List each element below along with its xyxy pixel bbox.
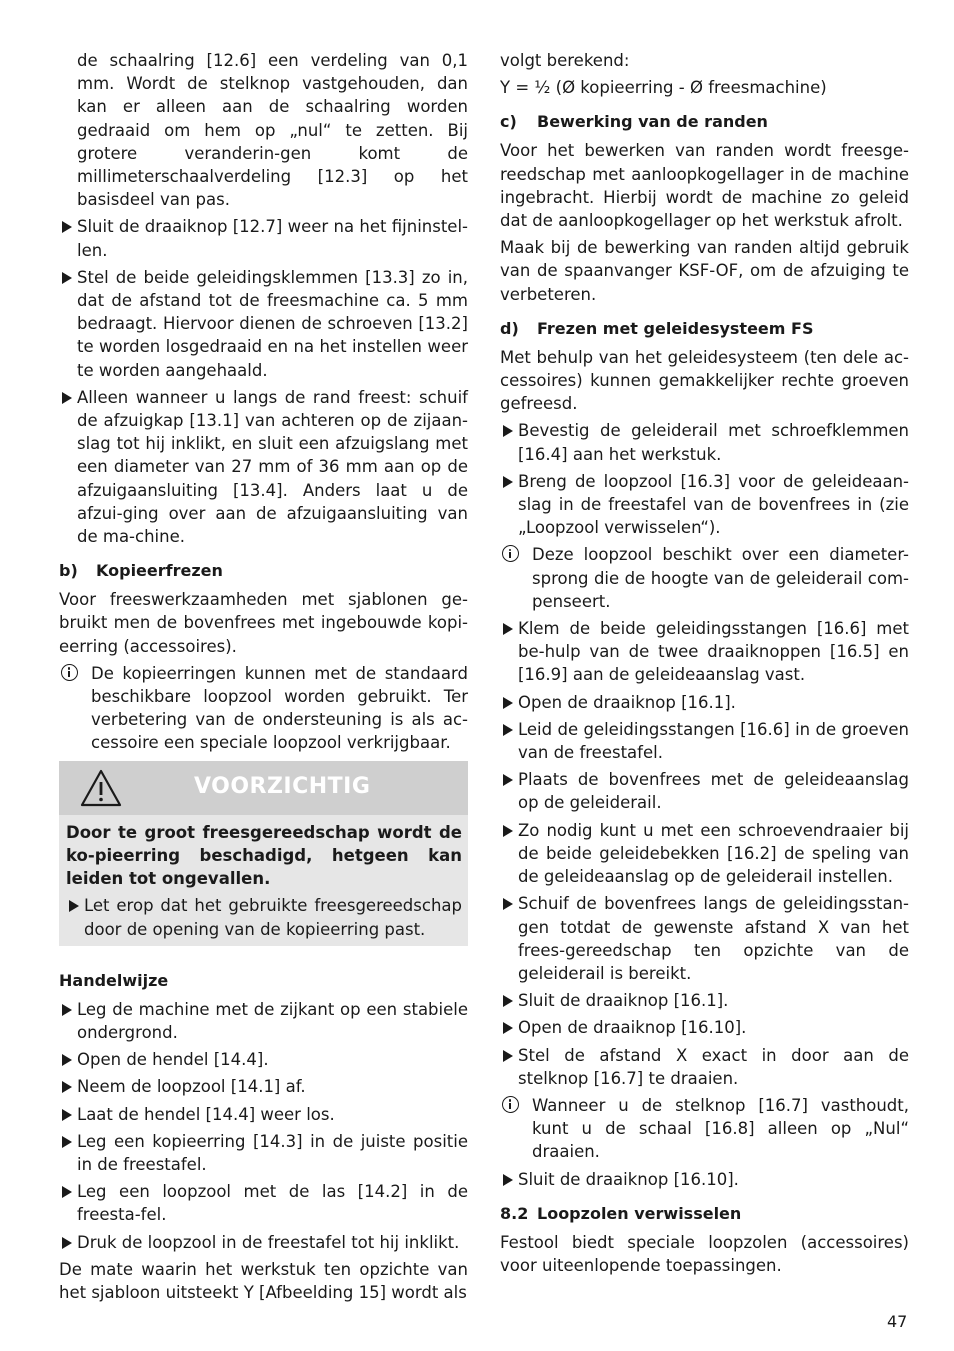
section-title: Loopzolen verwisselen <box>537 1203 742 1223</box>
section-number: b) <box>59 561 78 581</box>
info-text: Deze loopzool beschikt over een diameter-sprong die de hoogte van de geleiderail com-penseert. <box>532 545 909 611</box>
list-item: Sluit de draaiknop [12.7] weer na het fijninstel-len. <box>59 215 468 261</box>
list-item: Stel de afstand X exact in door aan de stelknop [16.7] te draaien. <box>500 1044 909 1090</box>
paragraph: Met behulp van het geleidesysteem (ten dele ac-cessoires) kunnen gemakkelijker rechte groeven gefreesd. <box>500 347 909 414</box>
list-item: Leid de geleidingsstangen [16.6] in de groeven van de freestafel. <box>500 718 909 764</box>
warning-body <box>59 815 468 941</box>
info-text: De kopieerringen kunnen met de standaard beschikbare loopzool worden gebruikt. Ter verbetering van de ondersteuning is als ac-cessoire een speciale loopzool verkrijgbaar. <box>91 663 468 753</box>
list-item: Open de draaiknop [16.10]. <box>500 1016 909 1039</box>
list-item: Schuif de bovenfrees langs de geleidingsstan-gen totdat de gewenste afstand X van het frees-gereedschap ten opzichte van de geleiderail is bereikt. <box>500 892 909 985</box>
list-item: Leg de machine met de zijkant op een stabiele ondergrond. <box>59 998 468 1044</box>
list-item: Druk de loopzool in de freestafel tot hij inklikt. <box>59 1231 468 1254</box>
paragraph: Voor het bewerken van randen wordt freesge-reedschap met aanloopkogellager in de machine ingebracht. Hierbij wordt de machine zo geleid dat de aanloopkogellager op het werkstuk afrolt. <box>500 141 909 231</box>
subheading-handelwijze: Handelwijze <box>59 970 169 990</box>
list-item: Zo nodig kunt u met een schroevendraaier bij de beide geleidebekken [16.2] de speling van de geleideaanslag op de geleiderail instellen. <box>500 819 909 889</box>
list-item: Sluit de draaiknop [16.1]. <box>500 989 909 1012</box>
list-item: Plaats de bovenfrees met de geleideaanslag op de geleiderail. <box>500 768 909 814</box>
list-item: Sluit de draaiknop [16.10]. <box>500 1168 909 1191</box>
warning-text: Door te groot freesgereedschap wordt de ko-pieerring beschadigd, hetgeen kan leiden tot ongevallen. <box>66 822 462 889</box>
section-number: 8.2 <box>500 1203 529 1223</box>
paragraph: Voor freeswerkzaamheden met sjablonen ge-bruikt men de bovenfrees met ingebouwde kopi-eerring (accessoires). <box>59 590 468 656</box>
list-item: Neem de loopzool [14.1] af. <box>59 1075 468 1098</box>
paragraph: Festool biedt speciale loopzolen (accessoires) voor uiteenlopende toepassingen. <box>500 1232 909 1275</box>
section-number: c) <box>500 112 517 132</box>
warning-box <box>59 761 468 946</box>
section-number: d) <box>500 318 519 338</box>
list-item: Alleen wanneer u langs de rand freest: schuif de afzuigkap [13.1] van achteren op de zijaan-slag tot hij inklikt, en sluit een afzuigslang met een diameter van 27 mm of 36 mm aan op de afzuigaansluiting [13.4]. Anders laat u de afzui-ging over aan de afzuigaansluiting van de ma-chine. <box>59 386 468 548</box>
info-icon <box>502 545 519 562</box>
continued-paragraph: de schaalring [12.6] een verdeling van 0,1 mm. Wordt de stelknop vastgehouden, dan kan er alleen aan de schaalring worden gedraaid om hem op „nul“ te zetten. Bij grotere veranderin-gen komt de millimeterschaalverdeling [12.3] op het basisdeel van pas. <box>77 51 468 210</box>
formula: Y = ½ (Ø kopieerring - Ø freesmachine) <box>500 78 827 98</box>
info-note <box>500 543 909 613</box>
info-text: Wanneer u de stelknop [16.7] vasthoudt, kunt u de schaal [16.8] alleen op „Nul“ draaien. <box>532 1095 909 1162</box>
right-column <box>500 49 909 1281</box>
warning-title: VOORZICHTIG <box>194 773 371 799</box>
left-column <box>59 49 468 1308</box>
info-icon <box>502 1096 519 1113</box>
section-heading-8-2 <box>500 1203 909 1225</box>
list-item: Breng de loopzool [16.3] voor de geleideaan-slag in de freestafel van de bovenfrees in (zie „Loopzool verwisselen“). <box>500 470 909 540</box>
section-heading-d <box>500 318 909 340</box>
section-heading-b <box>59 560 468 582</box>
paragraph: Maak bij de bewerking van randen altijd gebruik van de spaanvanger KSF-OF, om de afzuiging te verbeteren. <box>500 238 909 304</box>
list-item: Klem de beide geleidingsstangen [16.6] met be-hulp van de twee draaiknoppen [16.5] en [16.9] aan de geleideaanslag vast. <box>500 617 909 687</box>
info-note <box>59 662 468 755</box>
page-number: 47 <box>887 1312 908 1331</box>
info-note <box>500 1094 909 1164</box>
list-item: Leg een kopieerring [14.3] in de juiste positie in de freestafel. <box>59 1130 468 1176</box>
list-item: Open de hendel [14.4]. <box>59 1048 468 1071</box>
warning-header <box>59 761 468 815</box>
warning-list-item: Let erop dat het gebruikte freesgereedschap door de opening van de kopieerring past. <box>66 894 462 940</box>
paragraph: De mate waarin het werkstuk ten opzichte van het sjabloon uitsteekt Y [Afbeelding 15] wordt als <box>59 1259 468 1302</box>
section-title: Kopieerfrezen <box>96 561 223 581</box>
list-item: Stel de beide geleidingsklemmen [13.3] zo in, dat de afstand tot de freesmachine ca. 5 mm bedraagt. Hiervoor dienen de schroeven [13.2] te worden losgedraaid en na het instellen weer te worden aangehaald. <box>59 266 468 382</box>
section-heading-c <box>500 111 909 133</box>
info-icon <box>61 664 78 681</box>
list-item: Open de draaiknop [16.1]. <box>500 691 909 714</box>
list-item: Laat de hendel [14.4] weer los. <box>59 1103 468 1126</box>
continued-line: volgt berekend: <box>500 51 630 70</box>
list-item: Leg een loopzool met de las [14.2] in de freesta-fel. <box>59 1180 468 1226</box>
section-title: Frezen met geleidesysteem FS <box>537 318 814 338</box>
list-item: Bevestig de geleiderail met schroefklemmen [16.4] aan het werkstuk. <box>500 419 909 465</box>
warning-triangle-icon <box>79 768 123 808</box>
section-title: Bewerking van de randen <box>537 112 768 132</box>
